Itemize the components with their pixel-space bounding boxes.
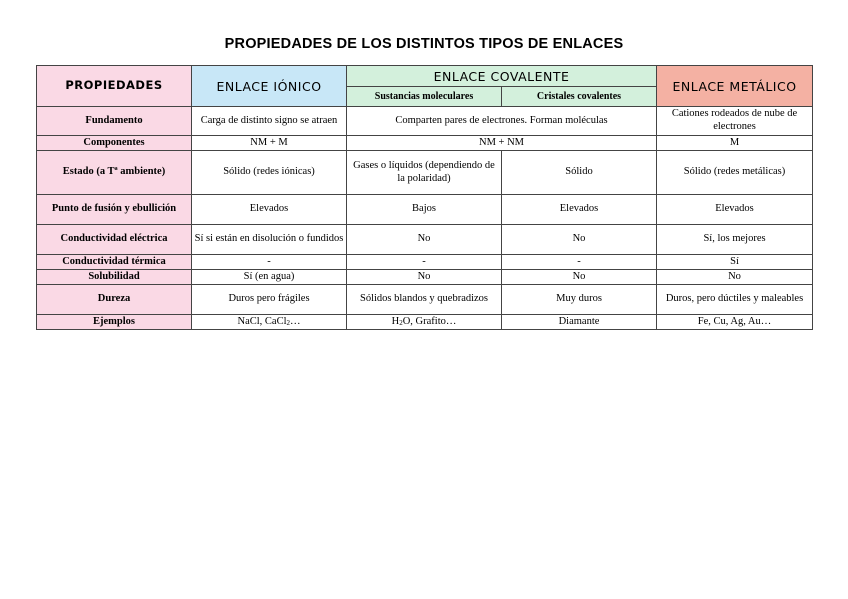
- row-label: Punto de fusión y ebullición: [37, 195, 192, 225]
- cell-metalico: Duros, pero dúctiles y maleables: [657, 285, 813, 315]
- cell-ionico: Sólido (redes iónicas): [192, 151, 347, 195]
- cell-ionico: [192, 315, 347, 330]
- moleculares-formula-tail: O, Grafito…: [402, 315, 457, 327]
- header-enlace-covalente: ENLACE COVALENTE: [347, 66, 657, 87]
- cell-cristales: Diamante: [502, 315, 657, 330]
- cell-metalico: Fe, Cu, Ag, Au…: [657, 315, 813, 330]
- table-row: [37, 225, 813, 255]
- cell-metalico: Sólido (redes metálicas): [657, 151, 813, 195]
- cell-cristales: Sólido: [502, 151, 657, 195]
- cell-moleculares: Gases o líquidos (dependiendo de la polaridad): [347, 151, 502, 195]
- moleculares-formula-subscript: 2: [399, 318, 403, 327]
- row-label: Ejemplos: [37, 315, 192, 330]
- table-row: [37, 136, 813, 151]
- cell-moleculares: No: [347, 270, 502, 285]
- cell-metalico: M: [657, 136, 813, 151]
- page-title: PROPIEDADES DE LOS DISTINTOS TIPOS DE ENLACES: [224, 36, 624, 52]
- cell-ionico: -: [192, 255, 347, 270]
- cell-moleculares: -: [347, 255, 502, 270]
- cell-metalico: Cationes rodeados de nube de electrones: [657, 107, 813, 136]
- cell-cristales: -: [502, 255, 657, 270]
- cell-cristales: Muy duros: [502, 285, 657, 315]
- cell-metalico: Elevados: [657, 195, 813, 225]
- row-label: Conductividad térmica: [37, 255, 192, 270]
- header-enlace-ionico: ENLACE IÓNICO: [192, 66, 347, 107]
- row-label: Solubilidad: [37, 270, 192, 285]
- subheader-cristales-covalentes: Cristales covalentes: [502, 87, 657, 107]
- cell-ionico: Duros pero frágiles: [192, 285, 347, 315]
- table-row: [37, 195, 813, 225]
- cell-cristales: No: [502, 270, 657, 285]
- table-row: [37, 270, 813, 285]
- row-label: Estado (a Tª ambiente): [37, 151, 192, 195]
- table-row: [37, 255, 813, 270]
- cell-metalico: No: [657, 270, 813, 285]
- table-row: [37, 315, 813, 330]
- cell-moleculares: Sólidos blandos y quebradizos: [347, 285, 502, 315]
- moleculares-formula-text: H: [391, 315, 400, 327]
- table-row: [37, 107, 813, 136]
- row-label: Fundamento: [37, 107, 192, 136]
- ionico-formula-text: NaCl, CaCl: [237, 315, 287, 327]
- cell-ionico: Carga de distinto signo se atraen: [192, 107, 347, 136]
- cell-covalente: Comparten pares de electrones. Forman moléculas: [347, 107, 657, 136]
- table-row: [37, 151, 813, 195]
- cell-ionico: Sí (en agua): [192, 270, 347, 285]
- properties-table: [36, 65, 813, 330]
- cell-covalente: NM + NM: [347, 136, 657, 151]
- cell-moleculares: No: [347, 225, 502, 255]
- cell-ionico: Elevados: [192, 195, 347, 225]
- ionico-formula-tail: …: [290, 315, 301, 327]
- ionico-formula-subscript: 2: [286, 318, 290, 327]
- cell-ionico: NM + M: [192, 136, 347, 151]
- row-label: Componentes: [37, 136, 192, 151]
- table-row: [37, 285, 813, 315]
- cell-moleculares: [347, 315, 502, 330]
- cell-ionico: Sí si están en disolución o fundidos: [192, 225, 347, 255]
- header-enlace-metalico: ENLACE METÁLICO: [657, 66, 813, 107]
- cell-moleculares: Bajos: [347, 195, 502, 225]
- cell-cristales: No: [502, 225, 657, 255]
- row-label: Conductividad eléctrica: [37, 225, 192, 255]
- header-propiedades: PROPIEDADES: [37, 66, 192, 107]
- row-label: Dureza: [37, 285, 192, 315]
- cell-metalico: Sí: [657, 255, 813, 270]
- subheader-sustancias-moleculares: Sustancias moleculares: [347, 87, 502, 107]
- cell-metalico: Sí, los mejores: [657, 225, 813, 255]
- cell-cristales: Elevados: [502, 195, 657, 225]
